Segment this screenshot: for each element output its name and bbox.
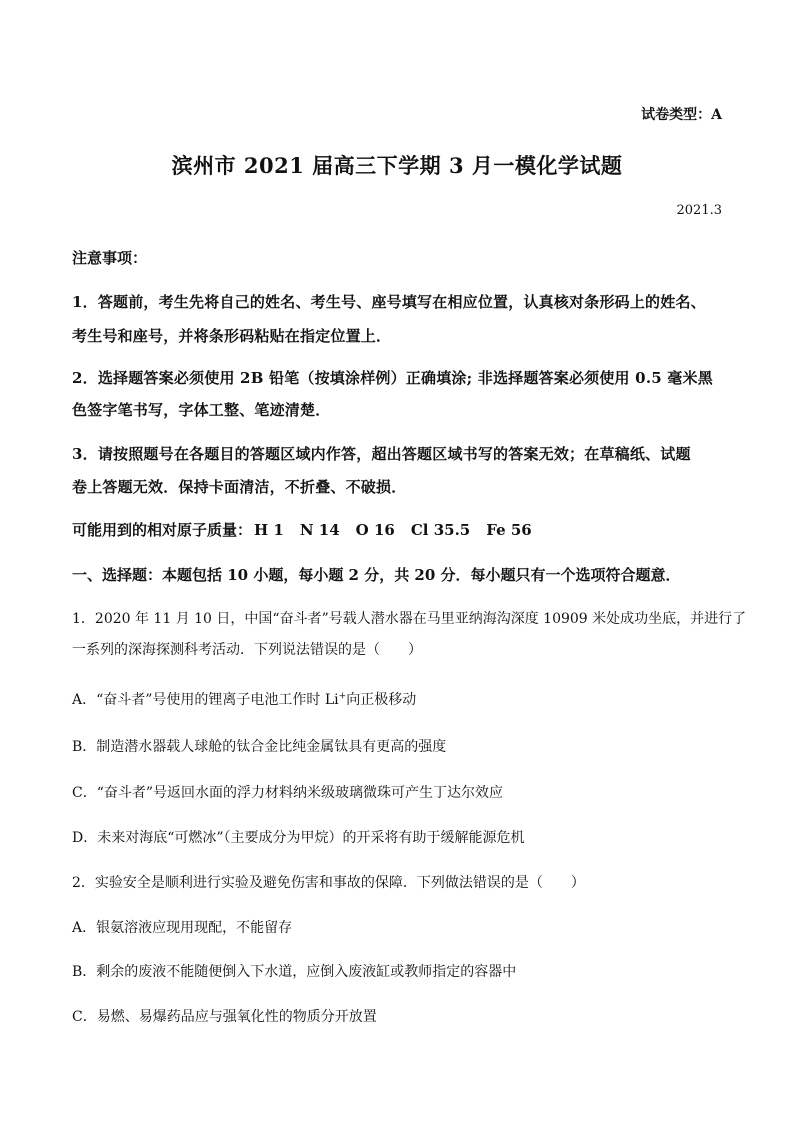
question-2-stem: 2．实验安全是顺利进行实验及避免伤害和事故的保障．下列做法错误的是（ ） — [72, 875, 585, 891]
notice-item-3-line-1: 3．请按照题号在各题目的答题区域内作答，超出答题区域书写的答案无效；在草稿纸、试题 — [72, 445, 691, 463]
question-1-stem-line-1: 1．2020 年 11 月 10 日，中国“奋斗者”号载人潜水器在马里亚纳海沟深度 10909 米处成功坐底，并进行了 — [72, 611, 747, 627]
atomic-mass-cl: Cl 35.5 — [410, 521, 471, 539]
question-2-option-c: C．易燃、易爆药品应与强氧化性的物质分开放置 — [72, 1009, 377, 1025]
atomic-mass-label: 可能用到的相对原子质量： — [72, 521, 253, 539]
exam-date: 2021.3 — [676, 203, 722, 218]
atomic-mass-line — [72, 519, 548, 540]
page-title: 滨州市 2021 届高三下学期 3 月一模化学试题 — [171, 153, 623, 178]
question-1-option-b: B．制造潜水器载人球舱的钛合金比纯金属钛具有更高的强度 — [72, 739, 447, 755]
question-1-option-d: D．未来对海底“可燃冰”（主要成分为甲烷）的开采将有助于缓解能源危机 — [72, 830, 525, 846]
question-1-option-c: C．“奋斗者”号返回水面的浮力材料纳米级玻璃微珠可产生丁达尔效应 — [72, 785, 504, 801]
notice-heading: 注意事项： — [72, 249, 148, 267]
notice-item-1-line-1: 1．答题前，考生先将自己的姓名、考生号、座号填写在相应位置，认真核对条形码上的姓名、 — [72, 293, 706, 311]
atomic-mass-n: N 14 — [299, 521, 340, 539]
question-2-option-a: A．银氨溶液应现用现配，不能留存 — [72, 920, 293, 936]
atomic-mass-h: H 1 — [254, 521, 284, 539]
notice-item-2-line-1: 2．选择题答案必须使用 2B 铅笔（按填涂样例）正确填涂; 非选择题答案必须使用 0.5 毫米黑 — [72, 369, 713, 387]
paper-type-label: 试卷类型：A — [641, 107, 722, 123]
notice-item-2-line-2: 色签字笔书写，字体工整、笔迹清楚． — [72, 401, 331, 419]
atomic-mass-fe: Fe 56 — [486, 521, 532, 539]
question-2-option-b: B．剩余的废液不能随便倒入下水道，应倒入废液缸或教师指定的容器中 — [72, 964, 517, 980]
atomic-mass-o: O 16 — [355, 521, 395, 539]
notice-item-3-line-2: 卷上答题无效．保持卡面清洁，不折叠、不破损． — [72, 478, 407, 496]
question-1-stem-line-2: 一系列的深海探测科考活动．下列说法错误的是（ ） — [72, 642, 422, 658]
section-heading: 一、选择题：本题包括 10 小题，每小题 2 分，共 20 分．每小题只有一个选项符合题意． — [72, 566, 681, 584]
question-1-option-a: A．“奋斗者”号使用的锂离子电池工作时 Li+向正极移动 — [72, 691, 417, 708]
notice-item-1-line-2: 考生号和座号，并将条形码粘贴在指定位置上． — [72, 327, 392, 345]
